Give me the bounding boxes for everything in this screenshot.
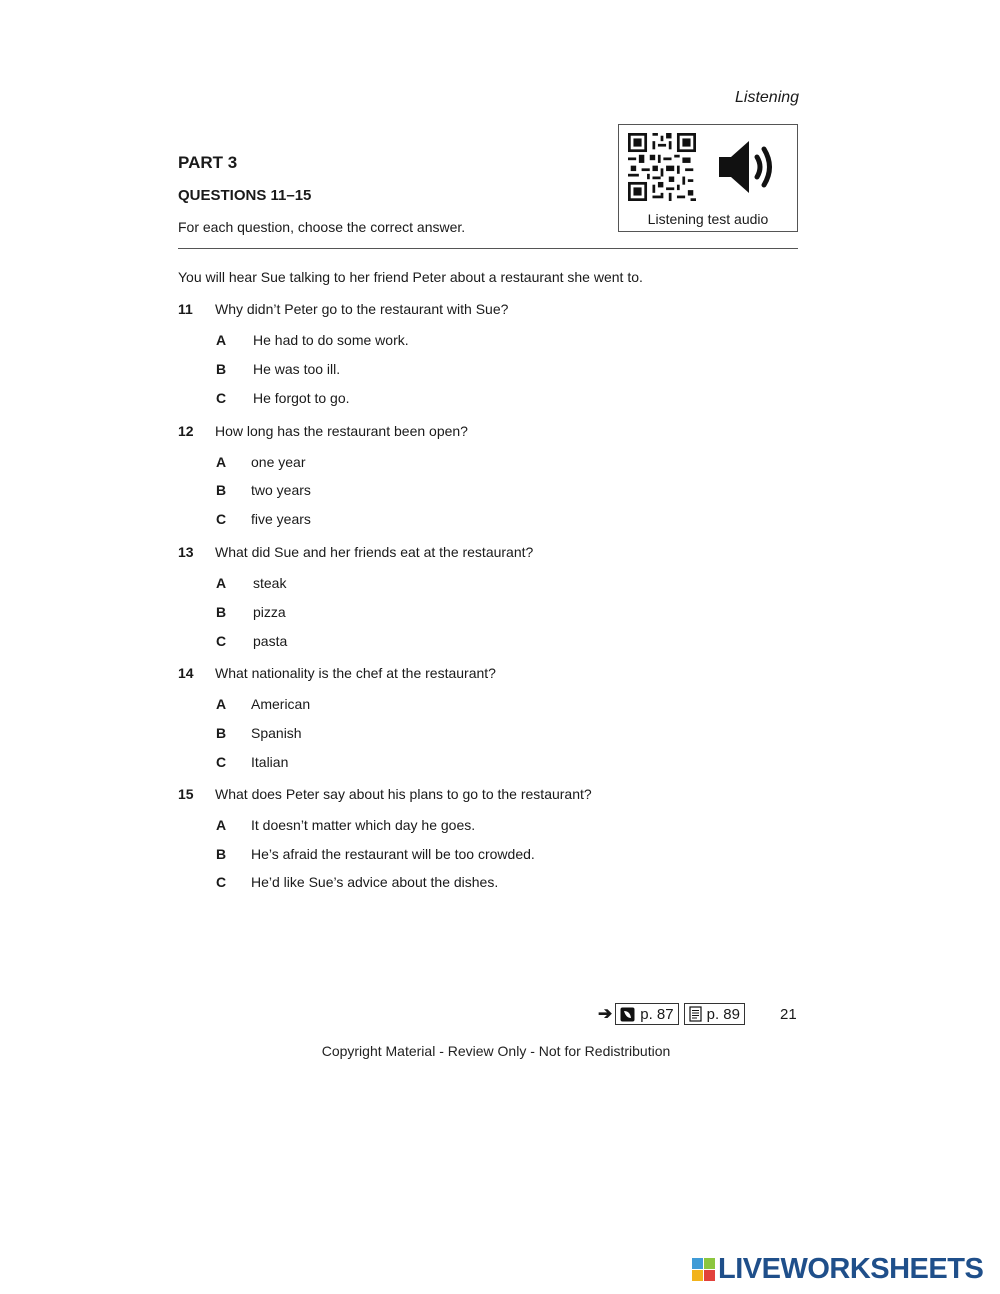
question-text: How long has the restaurant been open? [215,423,468,439]
liveworksheets-logo-icon [692,1258,715,1281]
option-text[interactable]: one year [251,454,306,470]
option-text[interactable]: two years [251,482,311,498]
option-letter[interactable]: B [216,361,227,377]
answer-key-icon [620,1007,635,1022]
question-text: Why didn’t Peter go to the restaurant with Sue? [215,301,509,317]
option-text[interactable]: five years [251,511,311,527]
option-letter[interactable]: A [216,332,227,348]
transcript-page: p. 89 [706,1005,740,1023]
speaker-icon[interactable] [715,137,779,197]
question-number: 15 [178,786,194,802]
option-text[interactable]: He forgot to go. [253,390,350,406]
intro-text: You will hear Sue talking to her friend Peter about a restaurant she went to. [178,269,643,285]
answer-key-reference[interactable] [615,1003,678,1025]
page-reference-nav [598,1003,750,1025]
questions-range: QUESTIONS 11–15 [178,187,312,204]
qr-code-icon[interactable] [628,133,696,201]
option-text[interactable]: steak [253,575,287,591]
transcript-reference[interactable] [684,1003,745,1025]
option-letter[interactable]: A [216,575,227,591]
option-letter[interactable]: A [216,454,227,470]
option-text[interactable]: Spanish [251,725,302,741]
question-number: 12 [178,423,194,439]
question-text: What nationality is the chef at the restaurant? [215,665,496,681]
question-number: 13 [178,544,194,560]
option-letter[interactable]: B [216,725,227,741]
question-number: 11 [178,301,193,317]
page-number: 21 [780,1006,797,1023]
part-title: PART 3 [178,153,238,172]
answer-key-page: p. 87 [640,1005,674,1023]
copyright-notice: Copyright Material - Review Only - Not for Redistribution [321,1043,671,1059]
section-label: Listening [735,89,800,106]
option-text[interactable]: He was too ill. [253,361,341,377]
option-text[interactable]: He had to do some work. [253,332,409,348]
instruction-text: For each question, choose the correct answer. [178,219,466,235]
option-text[interactable]: Italian [251,754,289,770]
option-text[interactable]: American [251,696,311,712]
option-letter[interactable]: C [216,390,227,406]
option-text[interactable]: It doesn’t matter which day he goes. [251,817,476,833]
option-letter[interactable]: C [216,874,227,890]
question-text: What does Peter say about his plans to go to the restaurant? [215,786,592,802]
option-letter[interactable]: A [216,696,227,712]
liveworksheets-brand[interactable] [692,1253,983,1286]
option-letter[interactable]: B [216,604,227,620]
audio-caption: Listening test audio [647,211,769,227]
option-text[interactable]: pizza [253,604,286,620]
document-icon [689,1006,702,1022]
divider [178,248,798,249]
option-letter[interactable]: B [216,846,227,862]
option-text[interactable]: pasta [253,633,288,649]
option-text[interactable]: He’d like Sue’s advice about the dishes. [251,874,499,890]
audio-box[interactable] [618,124,798,232]
option-letter[interactable]: C [216,754,227,770]
arrow-right-icon: ➔ [598,1004,613,1023]
option-letter[interactable]: A [216,817,227,833]
question-number: 14 [178,665,194,681]
brand-name: LIVEWORKSHEETS [718,1253,984,1285]
question-text: What did Sue and her friends eat at the restaurant? [215,544,534,560]
option-letter[interactable]: B [216,482,227,498]
option-letter[interactable]: C [216,511,227,527]
option-text[interactable]: He’s afraid the restaurant will be too crowded. [251,846,535,862]
option-letter[interactable]: C [216,633,227,649]
